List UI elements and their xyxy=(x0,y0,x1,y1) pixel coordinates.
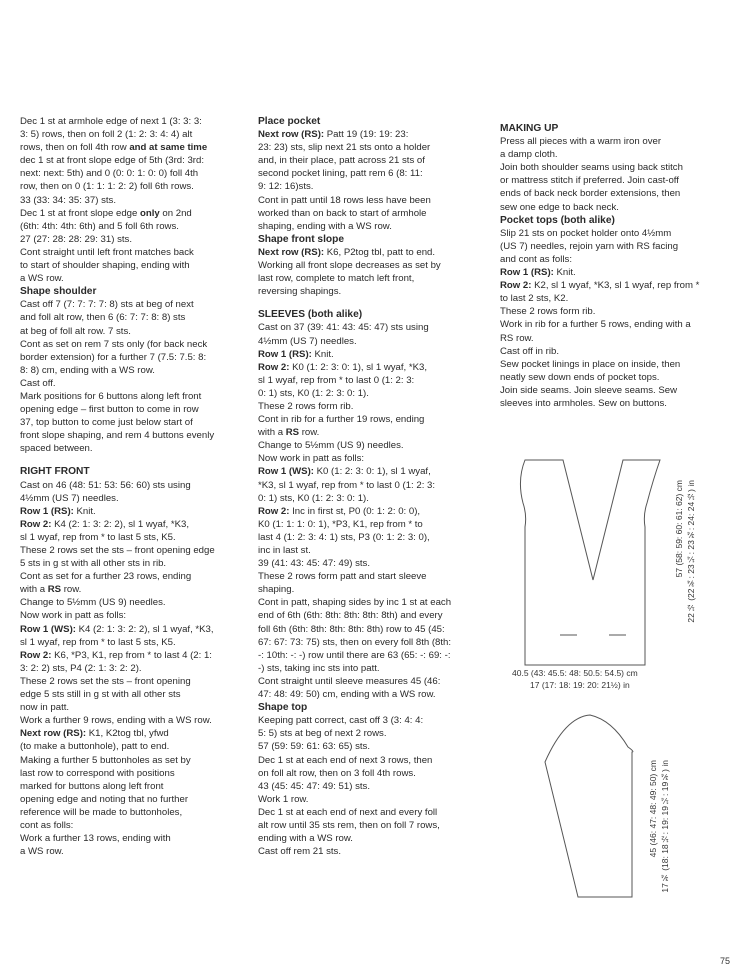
sleeve-schematic-diagram xyxy=(540,712,650,902)
row-2-patt: Row 2: K6, *P3, K1, rep from * to last 4 (2: 1: 3: 2: 2) sts, P4 (2: 1: 3: 2: 2). xyxy=(20,649,212,674)
row-1-rs: Row 1 (RS): Knit. xyxy=(20,505,96,517)
sleeve-length-in-label: 17¾ (18: 18½: 19: 19¼: 19¾) in xyxy=(660,760,670,893)
next-row-buttonhole: Next row (RS): K1, K2tog tbl, yfwd (to make a buttonhole), patt to end. xyxy=(20,728,170,753)
paragraph-making-up: Press all pieces with a warm iron over a damp cloth. Join both shoulder seams using back stitch or mattress stitch if preferred. Join cast-off ends of back neck border extensions, then sew one edge to back neck. xyxy=(500,136,683,213)
paragraph-shape-top: Keeping patt correct, cast off 3 (3: 4: 4: 5: 5) sts at beg of next 2 rows. 57 (59: 59: 61: 63: 65) sts. Dec 1 st at each end of next 3 rows, then on foll alt row, then on 3 foll 4th rows. 43 (45: 45: 47: 49: 51) sts. Work 1 row. Dec 1 st at each end of next and every foll alt row until 35 sts rem, then on foll 7 rows, ending with a WS row. Cast off rem 21 sts. xyxy=(258,715,440,858)
column-left xyxy=(20,115,245,858)
heading-place-pocket: Place pocket xyxy=(258,116,321,127)
heading-right-front: RIGHT FRONT xyxy=(20,466,90,478)
heading-pocket-tops: Pocket tops (both alike) xyxy=(500,214,615,226)
front-length-label: 57 (58: 59: 60: 61: 62) cm xyxy=(674,480,684,578)
sleeve-length-label: 45 (46: 47: 48: 49: 50) cm xyxy=(648,760,658,858)
paragraph-sleeve-cast-on: Cast on 37 (39: 41: 43: 45: 47) sts using 4½mm (US 7) needles. xyxy=(258,322,429,347)
column-middle xyxy=(258,115,486,858)
front-width-in-label: 17 (17: 18: 19: 20: 21½) in xyxy=(530,680,630,690)
row-2: Row 2: K4 (2: 1: 3: 2: 2), sl 1 wyaf, *K3, sl 1 wyaf, rep from * to last 5 sts, K5. xyxy=(20,518,190,543)
heading-making-up: MAKING UP xyxy=(500,123,559,134)
heading-shape-front-slope: Shape front slope xyxy=(258,233,345,245)
paragraph-pocket-tops: Slip 21 sts on pocket holder onto 4½mm (US 7) needles, rejoin yarn with RS facing and cont as folls: xyxy=(500,227,679,265)
paragraph-place-pocket: Next row (RS): Patt 19 (19: 19: 23: 23: 23) sts, slip next 21 sts onto a holder and, in their place, patt across 21 sts of second pocket lining, patt rem 6 (8: 11: 9: 12: 16)sts. Cont in patt until 18 rows less have been worked than on back to start of armhole shaping, ending with a WS row. xyxy=(258,129,431,232)
front-width-label: 40.5 (43: 45.5: 48: 50.5: 54.5) cm xyxy=(512,668,638,678)
paragraph-left-front-shaping: Dec 1 st at armhole edge of next 1 (3: 3: 3: 3: 5) rows, then on foll 2 (1: 2: 3: 4: 4) alt rows, then on foll 4th row and at same time dec 1 st at front slope edge of 5th (3rd: 3rd: next: next: 5th) and 0 (0: 0: 1: 0: 0) foll 4th row, then on 0 (1: 1: 1: 2: 2) foll 6th rows. 33 (33: 34: 35: 37) sts. Dec 1 st at front slope edge only on 2nd (6th: 4th: 4th: 6th) and 5 foll 6th rows. 27 (27: 28: 28: 29: 31) sts. Cont straight until left front matches back to start of shoulder shaping, ending with a WS row. xyxy=(20,116,208,285)
sleeve-row-2: Row 2: K0 (1: 2: 3: 0: 1), sl 1 wyaf, *K3, sl 1 wyaf, rep from * to last 0 (1: 2: 3: 0: 1) sts, K0 (1: 2: 3: 0: 1). xyxy=(258,361,428,399)
paragraph-buttonholes: Making a further 5 buttonholes as set by last row to correspond with positions marked for buttons along left front opening edge and noting that no further reference will be made to buttonholes, cont as folls: Work a further 13 rows, ending with a WS row. xyxy=(20,754,191,858)
sleeve-row-1: Row 1 (RS): Knit. xyxy=(258,348,334,360)
row-1-ws: Row 1 (WS): K4 (2: 1: 3: 2: 2), sl 1 wyaf, *K3, sl 1 wyaf, rep from * to last 5 sts, K5. xyxy=(20,623,214,648)
sleeve-row-1-ws: Row 1 (WS): K0 (1: 2: 3: 0: 1), sl 1 wyaf, *K3, sl 1 wyaf, rep from * to last 0 (1: 2: 3: 0: 1) sts, K0 (1: 2: 3: 0: 1). xyxy=(258,466,436,504)
paragraph-shoulder: Cast off 7 (7: 7: 7: 7: 8) sts at beg of next and foll alt row, then 6 (6: 7: 7: 8: 8) sts at beg of foll alt row. 7 sts. Cont as set on rem 7 sts only (for back neck border extension) for a further 7 (7.5: 7.5: 8: 8: 8) cm, ending with a WS row. Cast off. Mark positions for 6 buttons along left front opening edge – first button to come in row 37, top button to come just below start of front slope shaping, and rem 4 buttons evenly spaced between. xyxy=(20,299,215,455)
heading-shape-top: Shape top xyxy=(258,702,308,714)
paragraph-patt-set: These 2 rows set the sts – front opening edge 5 sts still in g st with all other sts now in patt. Work a further 9 rows, ending with a WS row. xyxy=(20,675,212,727)
heading-sleeves: SLEEVES (both alike) xyxy=(258,309,363,321)
heading-shape-shoulder: Shape shoulder xyxy=(20,286,97,298)
sleeve-row-2-patt: Row 2: Inc in first st, P0 (0: 1: 2: 0: 0), K0 (1: 1: 1: 0: 1), *P3, K1, rep from * to last 4 (1: 2: 3: 4: 1) sts, P3 (0: 1: 2: 3: 0), inc in last st. 39 (41: 43: 45: 47: 49) sts. These 2 rows form patt and start sleeve shaping. Cont in patt, shaping sides by inc 1 st at each end of 6th (6th: 8th: 8th: 8th: 8th) and every foll 6th (6th: 8th: 8th: 8th: 8th) row to 45 (45: 67: 67: 73: 75) sts, then on every foll 8th (8th: -: 10th: -: -) row until there are 63 (65: -: 69: -: -) sts, taking inc sts into patt. Cont straight until sleeve measures 45 (46: 47: 48: 49: 50) cm, ending with a WS row. xyxy=(258,505,452,701)
paragraph-front-slope: Next row (RS): K6, P2tog tbl, patt to end. Working all front slope decreases as set by last row, complete to match left front, reversing shapings. xyxy=(258,246,441,298)
vest-outline xyxy=(520,460,660,665)
front-schematic-diagram xyxy=(505,455,665,670)
front-length-in-label: 22½ (22¾: 23¼: 23¾: 24: 24½) in xyxy=(686,480,696,623)
pocket-row-1: Row 1 (RS): Knit. xyxy=(500,267,576,279)
pocket-row-2: Row 2: K2, sl 1 wyaf, *K3, sl 1 wyaf, rep from * to last 2 sts, K2. xyxy=(500,280,700,305)
paragraph-rib-set: These 2 rows set the sts – front opening edge 5 sts in g st with all other sts in rib. Cont as set for a further 23 rows, ending with a RS row. Change to 5½mm (US 9) needles. Now work in patt as folls: xyxy=(20,545,215,622)
sleeve-outline xyxy=(545,715,633,897)
page-number: 75 xyxy=(719,956,730,966)
paragraph-right-front-cast-on: Cast on 46 (48: 51: 53: 56: 60) sts using 4½mm (US 7) needles. xyxy=(20,479,191,504)
paragraph-finishing: These 2 rows form rib. Work in rib for a further 5 rows, ending with a RS row. Cast off in rib. Sew pocket linings in place on inside, then neatly sew down ends of pocket tops. Join side seams. Join sleeve seams. Sew sleeves into armholes. Sew on buttons. xyxy=(500,306,691,409)
paragraph-sleeve-rib: These 2 rows form rib. Cont in rib for a further 19 rows, ending with a RS row. Change to 5½mm (US 9) needles. Now work in patt as folls: xyxy=(258,400,425,465)
column-right xyxy=(500,122,720,410)
